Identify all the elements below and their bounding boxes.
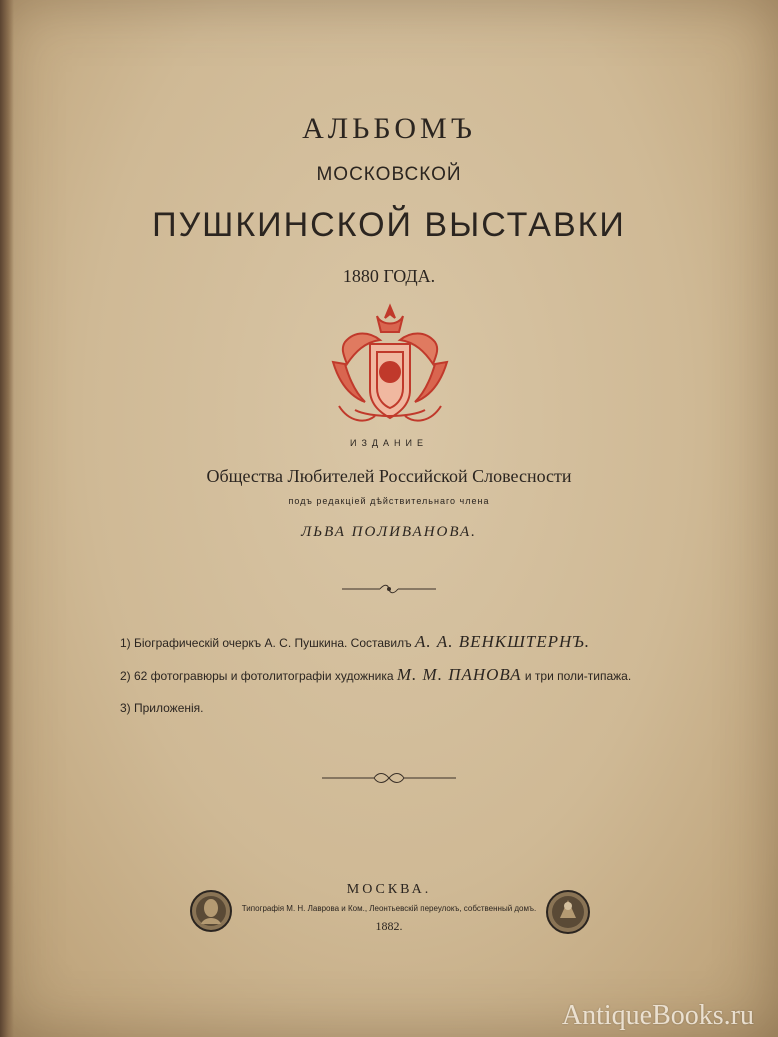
imprint	[230, 882, 548, 934]
contents-item: 3) Приложенiя.	[120, 701, 204, 715]
society-coat-of-arms-icon	[325, 302, 455, 428]
editor-name: ЛЬВА ПОЛИВАНОВА.	[301, 524, 477, 540]
album-title: АЛЬБОМЪ	[302, 112, 476, 145]
imprint-city: МОСКВА.	[346, 882, 432, 897]
book-spine-edge	[0, 0, 14, 1037]
album-subtitle-moscow: МОСКОВСКОЙ	[316, 164, 462, 185]
saint-medal-icon	[546, 888, 590, 936]
ornament-divider-icon	[320, 772, 458, 784]
contents-item: 2) 62 фотогравюры и фотолитографiи художника М. М. ПАНОВА и три поли-типажа.	[120, 665, 632, 684]
editor-note: подъ редакцiей дѣйствительнаго члена	[288, 496, 490, 506]
portrait-medal-icon	[190, 888, 232, 934]
imprint-press: Типографiя М. Н. Лаврова и Ком., Леонтьевскiй переулокъ, собственный домъ.	[241, 904, 537, 913]
society-name: Общества Любителей Российской Словесности	[206, 466, 572, 486]
contents-item: 1) Бiографическiй очеркъ А. С. Пушкина. Составилъ А. А. ВЕНКШТЕРНЪ.	[120, 632, 591, 651]
edition-label: ИЗДАНИЕ	[350, 438, 428, 448]
ornament-divider-icon	[340, 584, 438, 594]
album-year: 1880 ГОДА.	[342, 266, 436, 286]
album-subtitle-exhibition: ПУШКИНСКОЙ ВЫСТАВКИ	[152, 206, 626, 244]
imprint-year: 1882.	[375, 919, 403, 933]
watermark: AntiqueBooks.ru	[561, 1000, 754, 1031]
contents-list	[120, 632, 680, 730]
